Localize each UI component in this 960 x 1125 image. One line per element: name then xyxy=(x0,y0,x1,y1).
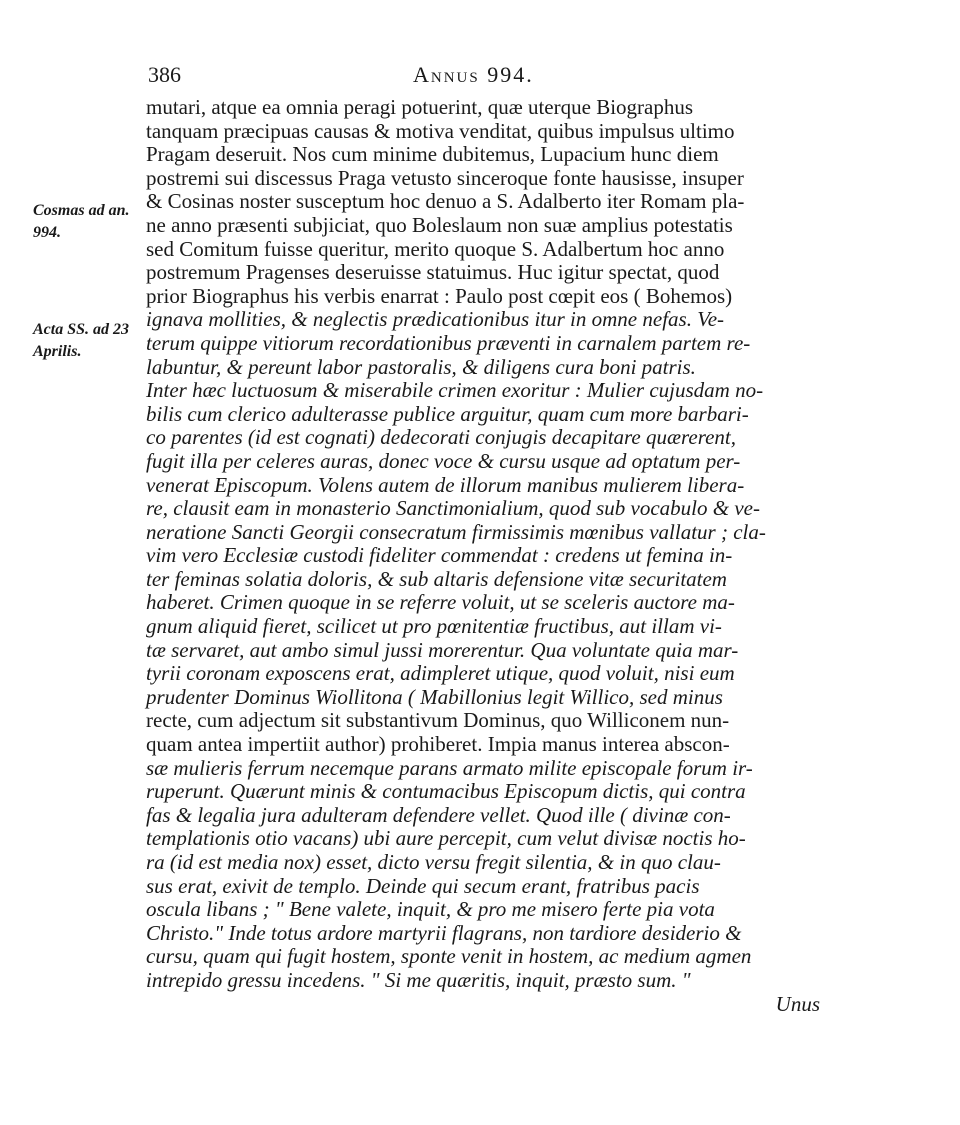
text-line: Christo." Inde totus ardore martyrii flagrans, non tardiore desiderio & xyxy=(146,920,742,945)
text-line: templationis otio vacans) ubi aure percepit, cum velut divisæ noctis ho- xyxy=(146,826,746,851)
text-line: gnum aliquid fieret, scilicet ut pro pœnitentiæ fructibus, aut illam vi- xyxy=(146,614,722,639)
text-line: haberet. Crimen quoque in se referre voluit, ut se sceleris auctore ma- xyxy=(146,590,735,615)
text-line: & Cosinas noster susceptum hoc denuo a S. Adalberto iter Romam pla- xyxy=(146,189,745,214)
text-line: oscula libans ; " Bene valete, inquit, & pro me misero ferte pia vota xyxy=(146,897,715,922)
text-line: ruperunt. Quærunt minis & contumacibus Episcopum dictis, qui contra xyxy=(146,779,746,804)
text-line: mutari, atque ea omnia peragi potuerint, quæ uterque Biographus xyxy=(146,95,694,119)
text-line: postremi sui discessus Praga vetusto sinceroque fonte hausisse, insuper xyxy=(146,165,744,190)
text-line: fas & legalia jura adulteram defendere vellet. Quod ille ( divinæ con- xyxy=(146,802,731,827)
text-line: sus erat, exivit de templo. Deinde qui secum erant, fratribus pacis xyxy=(146,873,700,898)
text-line: prudenter Dominus Wiollitona ( Mabillonius legit Willico, sed minus xyxy=(146,684,723,709)
margin-note-line: Aprilis. xyxy=(33,343,82,360)
text-line: sæ mulieris ferrum necemque parans armato milite episcopale forum ir- xyxy=(146,755,753,780)
text-line: venerat Episcopum. Volens autem de illorum manibus mulierem libera- xyxy=(146,472,745,497)
text-line: tyrii coronam exposcens erat, adimpleret utique, quod voluit, nisi eum xyxy=(146,661,735,686)
margin-note-line: Cosmas ad an. xyxy=(33,202,130,219)
text-line: labuntur, & pereunt labor pastoralis, & diligens cura boni patris. xyxy=(146,354,696,379)
text-line: postremum Pragenses deseruisse statuimus. Huc igitur spectat, quod xyxy=(146,260,720,285)
text-line: fugit illa per celeres auras, donec voce & cursu usque ad optatum per- xyxy=(146,448,741,473)
margin-note-line: Acta SS. ad 23 xyxy=(33,321,130,338)
text-line: co parentes (id est cognati) dedecorati conjugis decapitare quærerent, xyxy=(146,425,737,450)
text-line: neratione Sancti Georgii consecratum firmissimis mœnibus vallatur ; cla- xyxy=(146,519,766,544)
text-line: ignava mollities, & neglectis prædicationibus itur in omne nefas. Ve- xyxy=(146,307,725,332)
margin-note-cosmas xyxy=(33,200,129,244)
text-line: recte, cum adjectum sit substantivum Dominus, quo Williconem nun- xyxy=(146,708,730,733)
text-line: Pragam deseruit. Nos cum minime dubitemus, Lupacium hunc diem xyxy=(146,142,719,167)
margin-note-acta xyxy=(33,319,129,363)
text-line: ra (id est media nox) esset, dicto versu fregit silentia, & in quo clau- xyxy=(146,850,721,874)
text-line: intrepido gressu incedens. " Si me quæritis, inquit, præsto sum. " xyxy=(146,967,691,992)
margin-note-line: 994. xyxy=(33,224,61,241)
text-line: cursu, quam qui fugit hostem, sponte venit in hostem, ac medium agmen xyxy=(146,944,752,969)
running-title: Annus 994. xyxy=(413,62,534,87)
text-line: quam antea impertiit author) prohiberet. Impia manus interea abscon- xyxy=(146,732,730,757)
text-line: vim vero Ecclesiæ custodi fideliter commendat : credens ut femina in- xyxy=(146,543,733,568)
text-line: Inter hæc luctuosum & miserabile crimen exoritur : Mulier cujusdam no- xyxy=(146,378,764,403)
text-line: tæ servaret, aut ambo simul jussi morerentur. Qua voluntate quia mar- xyxy=(146,637,739,662)
catchword: Unus xyxy=(775,991,820,1016)
text-line: ter feminas solatia doloris, & sub altaris defensione vitæ securitatem xyxy=(146,566,727,591)
text-line: sed Comitum fuisse queritur, merito quoque S. Adalbertum hoc anno xyxy=(146,236,725,261)
text-line: terum quippe vitiorum recordationibus præventi in carnalem partem re- xyxy=(146,330,751,355)
text-line: re, clausit eam in monasterio Sanctimonialium, quod sub vocabulo & ve- xyxy=(146,496,760,521)
text-line: ne anno præsenti subjiciat, quo Boleslaum non suæ amplius potestatis xyxy=(146,212,733,237)
page-header xyxy=(148,62,808,92)
text-line: bilis cum clerico adulterasse publice arguitur, quam cum more barbari- xyxy=(146,401,749,426)
text-line: prior Biographus his verbis enarrat : Paulo post cœpit eos ( Bohemos) xyxy=(146,283,733,308)
page-number: 386 xyxy=(148,62,181,87)
text-line: tanquam præcipuas causas & motiva venditat, quibus impulsus ultimo xyxy=(146,118,735,143)
body-text xyxy=(146,96,826,1016)
